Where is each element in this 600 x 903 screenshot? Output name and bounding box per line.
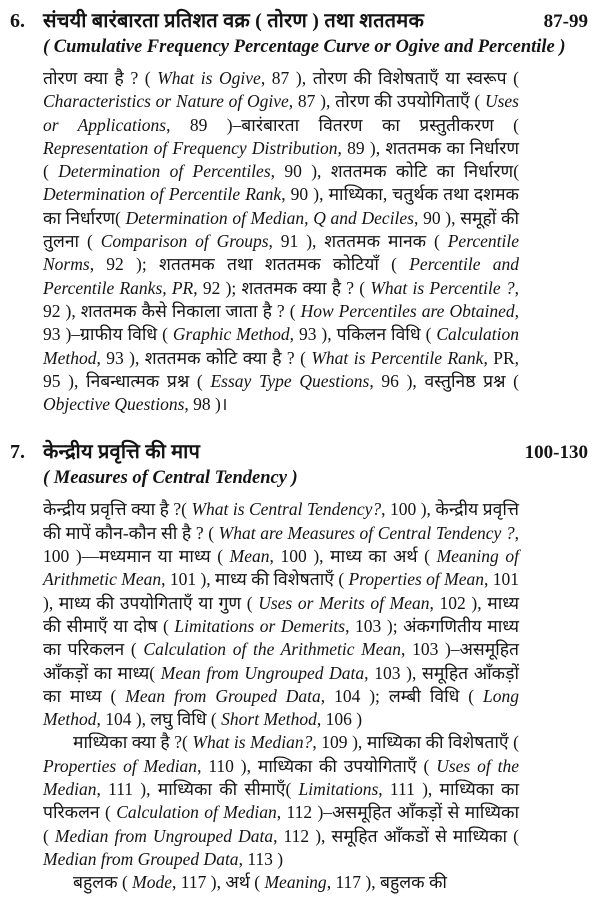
entry-content [43, 8, 588, 416]
hindi-text-run: , 87 ), तोरण की विशेषताएँ या स्वरूप ( [260, 68, 520, 88]
hindi-text-run: , 102 ), माध्य की सीमाएँ या दोष ( [43, 592, 519, 636]
hindi-text-run: , 98 )। [184, 394, 228, 415]
hindi-text-run: , 104 ), लघु विधि ( [96, 709, 222, 730]
hindi-text-run: , 100 )—मध्यमान या माध्य ( [43, 522, 520, 567]
english-text-run: Calculation Method [43, 324, 519, 368]
english-text-run: Calculation of Median [116, 802, 277, 823]
hindi-text-run: , 110 ), माध्यिका की उपयोगिताएँ ( [197, 755, 437, 776]
hindi-text-run: , 90 ), शततमक कोटि का निर्धारण( [270, 161, 520, 182]
english-text-run: Uses of the Median [43, 755, 519, 800]
entry-summary-paragraph [43, 67, 519, 416]
hindi-text-run: , 104 ); लम्बी विधि ( [320, 685, 484, 706]
english-text-run: Mean [229, 546, 270, 567]
entry-title-english: ( Cumulative Frequency Percentage Curve or Ogive and Percentile ) [43, 37, 566, 57]
english-text-run: What is Median? [192, 732, 313, 753]
hindi-text-run: , 117 ), बहुलक की [326, 872, 447, 893]
hindi-text-run: , 89 ), शततमक का निर्धारण ( [43, 137, 520, 182]
entry-page-range: 100-130 [524, 442, 588, 464]
hindi-text-run: , 112 ), समूहित आँकडों से माध्यिका ( [273, 825, 519, 846]
english-text-run: What is Central Tendency? [191, 499, 382, 520]
hindi-text-run: , 106 ) [316, 709, 363, 730]
english-text-run: Percentile Norms [43, 231, 519, 275]
hindi-text-run: , 111 ), माध्यिका का परिकलन ( [43, 779, 519, 823]
english-text-run: Median from Grouped Data [43, 848, 239, 869]
hindi-text-run: , 112 )–असमूहित आँकड़ों से माध्यिका ( [43, 802, 519, 846]
hindi-text-run: , 93 ), पकिलन विधि ( [289, 324, 437, 345]
entry-title-row [43, 8, 588, 35]
hindi-text-run: , 109 ), माध्यिका की विशेषताएँ ( [312, 732, 519, 753]
entry-summary-paragraph [43, 731, 519, 871]
hindi-text-run: , 93 ), शततमक कोटि क्या है ? ( [96, 347, 312, 368]
english-text-run: Calculation of the Arithmetic Mean [143, 639, 402, 660]
english-text-run: Short Method [221, 709, 317, 730]
entry-content [43, 439, 588, 894]
hindi-text-run: बहुलक ( [73, 872, 133, 893]
hindi-text-run: , 101 ), माध्य की उपयोगिताएँ या गुण ( [43, 569, 520, 613]
entry-title-row [43, 439, 588, 466]
hindi-text-run: , 100 ), माध्य का अर्थ ( [269, 546, 437, 567]
toc-entry-7 [10, 439, 588, 894]
hindi-text-run: , 87 ), तोरण की उपयोगिताएँ ( [288, 91, 485, 112]
english-text-run: Objective Questions [43, 394, 185, 415]
hindi-text-run: तोरण क्या है ? ( [43, 68, 158, 88]
english-text-run: Limitations or Demerits [174, 615, 346, 636]
english-text-run: Properties of Mean [348, 569, 484, 590]
entry-number: 6. [10, 10, 25, 32]
english-text-run: Meaning [264, 872, 327, 893]
english-text-run: Properties of Median [43, 755, 198, 776]
english-text-run: Percentile and Percentile Ranks, PR [43, 254, 519, 298]
hindi-text-run: , 111 ), माध्यिका की सीमाएँ( [96, 779, 299, 800]
english-text-run: What is Percentile ? [370, 277, 515, 298]
hindi-text-run: , 101 ), माध्य की विशेषताएँ ( [161, 569, 349, 590]
english-text-run: Mode [132, 872, 173, 893]
hindi-text-run: , 103 )–असमूहित आँकड़ों का माध्य( [43, 639, 520, 683]
hindi-text-run: , 91 ), शततमक मानक ( [268, 231, 448, 252]
entry-title-english: ( Measures of Central Tendency ) [43, 468, 298, 489]
english-text-run: Uses or Merits of Mean [258, 592, 430, 613]
entry-title-hindi: संचयी बारंबारता प्रतिशत वक्र ( तोरण ) तथा शततमक [43, 10, 424, 32]
hindi-text-run: , 93 )–ग्राफीय विधि ( [43, 300, 519, 345]
entry-title-hindi: केन्द्रीय प्रवृत्ति की माप [43, 441, 201, 464]
english-text-run: Mean from Grouped Data [125, 685, 321, 706]
hindi-text-run: केन्द्रीय प्रवृत्ति क्या है ?( [43, 499, 192, 520]
english-text-run: Determination of Percentile Rank [43, 184, 282, 205]
english-text-run: Characteristics or Nature of Ogive [43, 91, 289, 112]
hindi-text-run: , 103 ); अंकगणितीय माध्य का परिकलन ( [43, 615, 519, 660]
english-text-run: Comparison of Groups [100, 231, 269, 252]
hindi-text-run: , 90 ), समूहों की तुलना ( [43, 207, 519, 252]
english-text-run: Uses or Applications [43, 91, 519, 135]
english-text-run: What are Measures of Central Tendency ? [218, 522, 515, 543]
entry-number: 7. [10, 441, 25, 464]
english-text-run: What is Ogive [157, 68, 261, 88]
english-text-run: What is Percentile Rank [311, 347, 484, 368]
english-text-run: Median from Ungrouped Data [54, 825, 274, 846]
hindi-text-run: , 89 )–बारंबारता वितरण का प्रस्तुतीकरण ( [166, 114, 519, 135]
hindi-text-run: , PR, 95 ), निबन्धात्मक प्रश्न ( [43, 347, 520, 391]
hindi-text-run: माध्यिका क्या है ?( [73, 732, 193, 753]
hindi-text-run: , 103 ), समूहित आँकड़ों का माध्य ( [43, 662, 519, 706]
hindi-text-run: , 113 ) [238, 848, 284, 869]
entry-summary-paragraph [43, 498, 519, 731]
hindi-text-run: , 90 ), माध्यिका, चतुर्थक तथा दशमक का निर्धारण( [43, 184, 519, 228]
english-text-run: Essay Type Questions [210, 370, 370, 391]
hindi-text-run: , 100 ), केन्द्रीय प्रवृत्ति की मापें कौन-कौन सी है ? ( [43, 499, 519, 543]
hindi-text-run: , 96 ), वस्तुनिष्ठ प्रश्न ( [369, 370, 520, 391]
english-text-run: Limitations [298, 779, 379, 800]
english-text-run: Mean from Ungrouped Data [160, 662, 365, 683]
english-text-run: Determination of Percentiles [58, 161, 271, 182]
toc-entry-6 [10, 8, 588, 416]
hindi-text-run: , 92 ); शततमक क्या है ? ( [193, 277, 371, 298]
english-text-run: Representation of Frequency Distribution [43, 137, 338, 158]
english-text-run: How Percentiles are Obtained [300, 300, 515, 321]
english-text-run: Determination of Median, Q and Deciles [125, 207, 414, 228]
english-text-run: Graphic Method [172, 324, 290, 345]
hindi-text-run: , 92 ); शततमक तथा शततमक कोटियाँ ( [89, 254, 410, 275]
hindi-text-run: , 117 ), अर्थ ( [172, 872, 265, 893]
english-text-run: Meaning of Arithmetic Mean [43, 546, 519, 590]
hindi-text-run: , 92 ), शततमक कैसे निकाला जाता है ? ( [43, 277, 519, 321]
entry-summary-paragraph [43, 871, 519, 894]
entry-page-range: 87-99 [543, 11, 588, 32]
english-text-run: Long Method [43, 685, 519, 730]
